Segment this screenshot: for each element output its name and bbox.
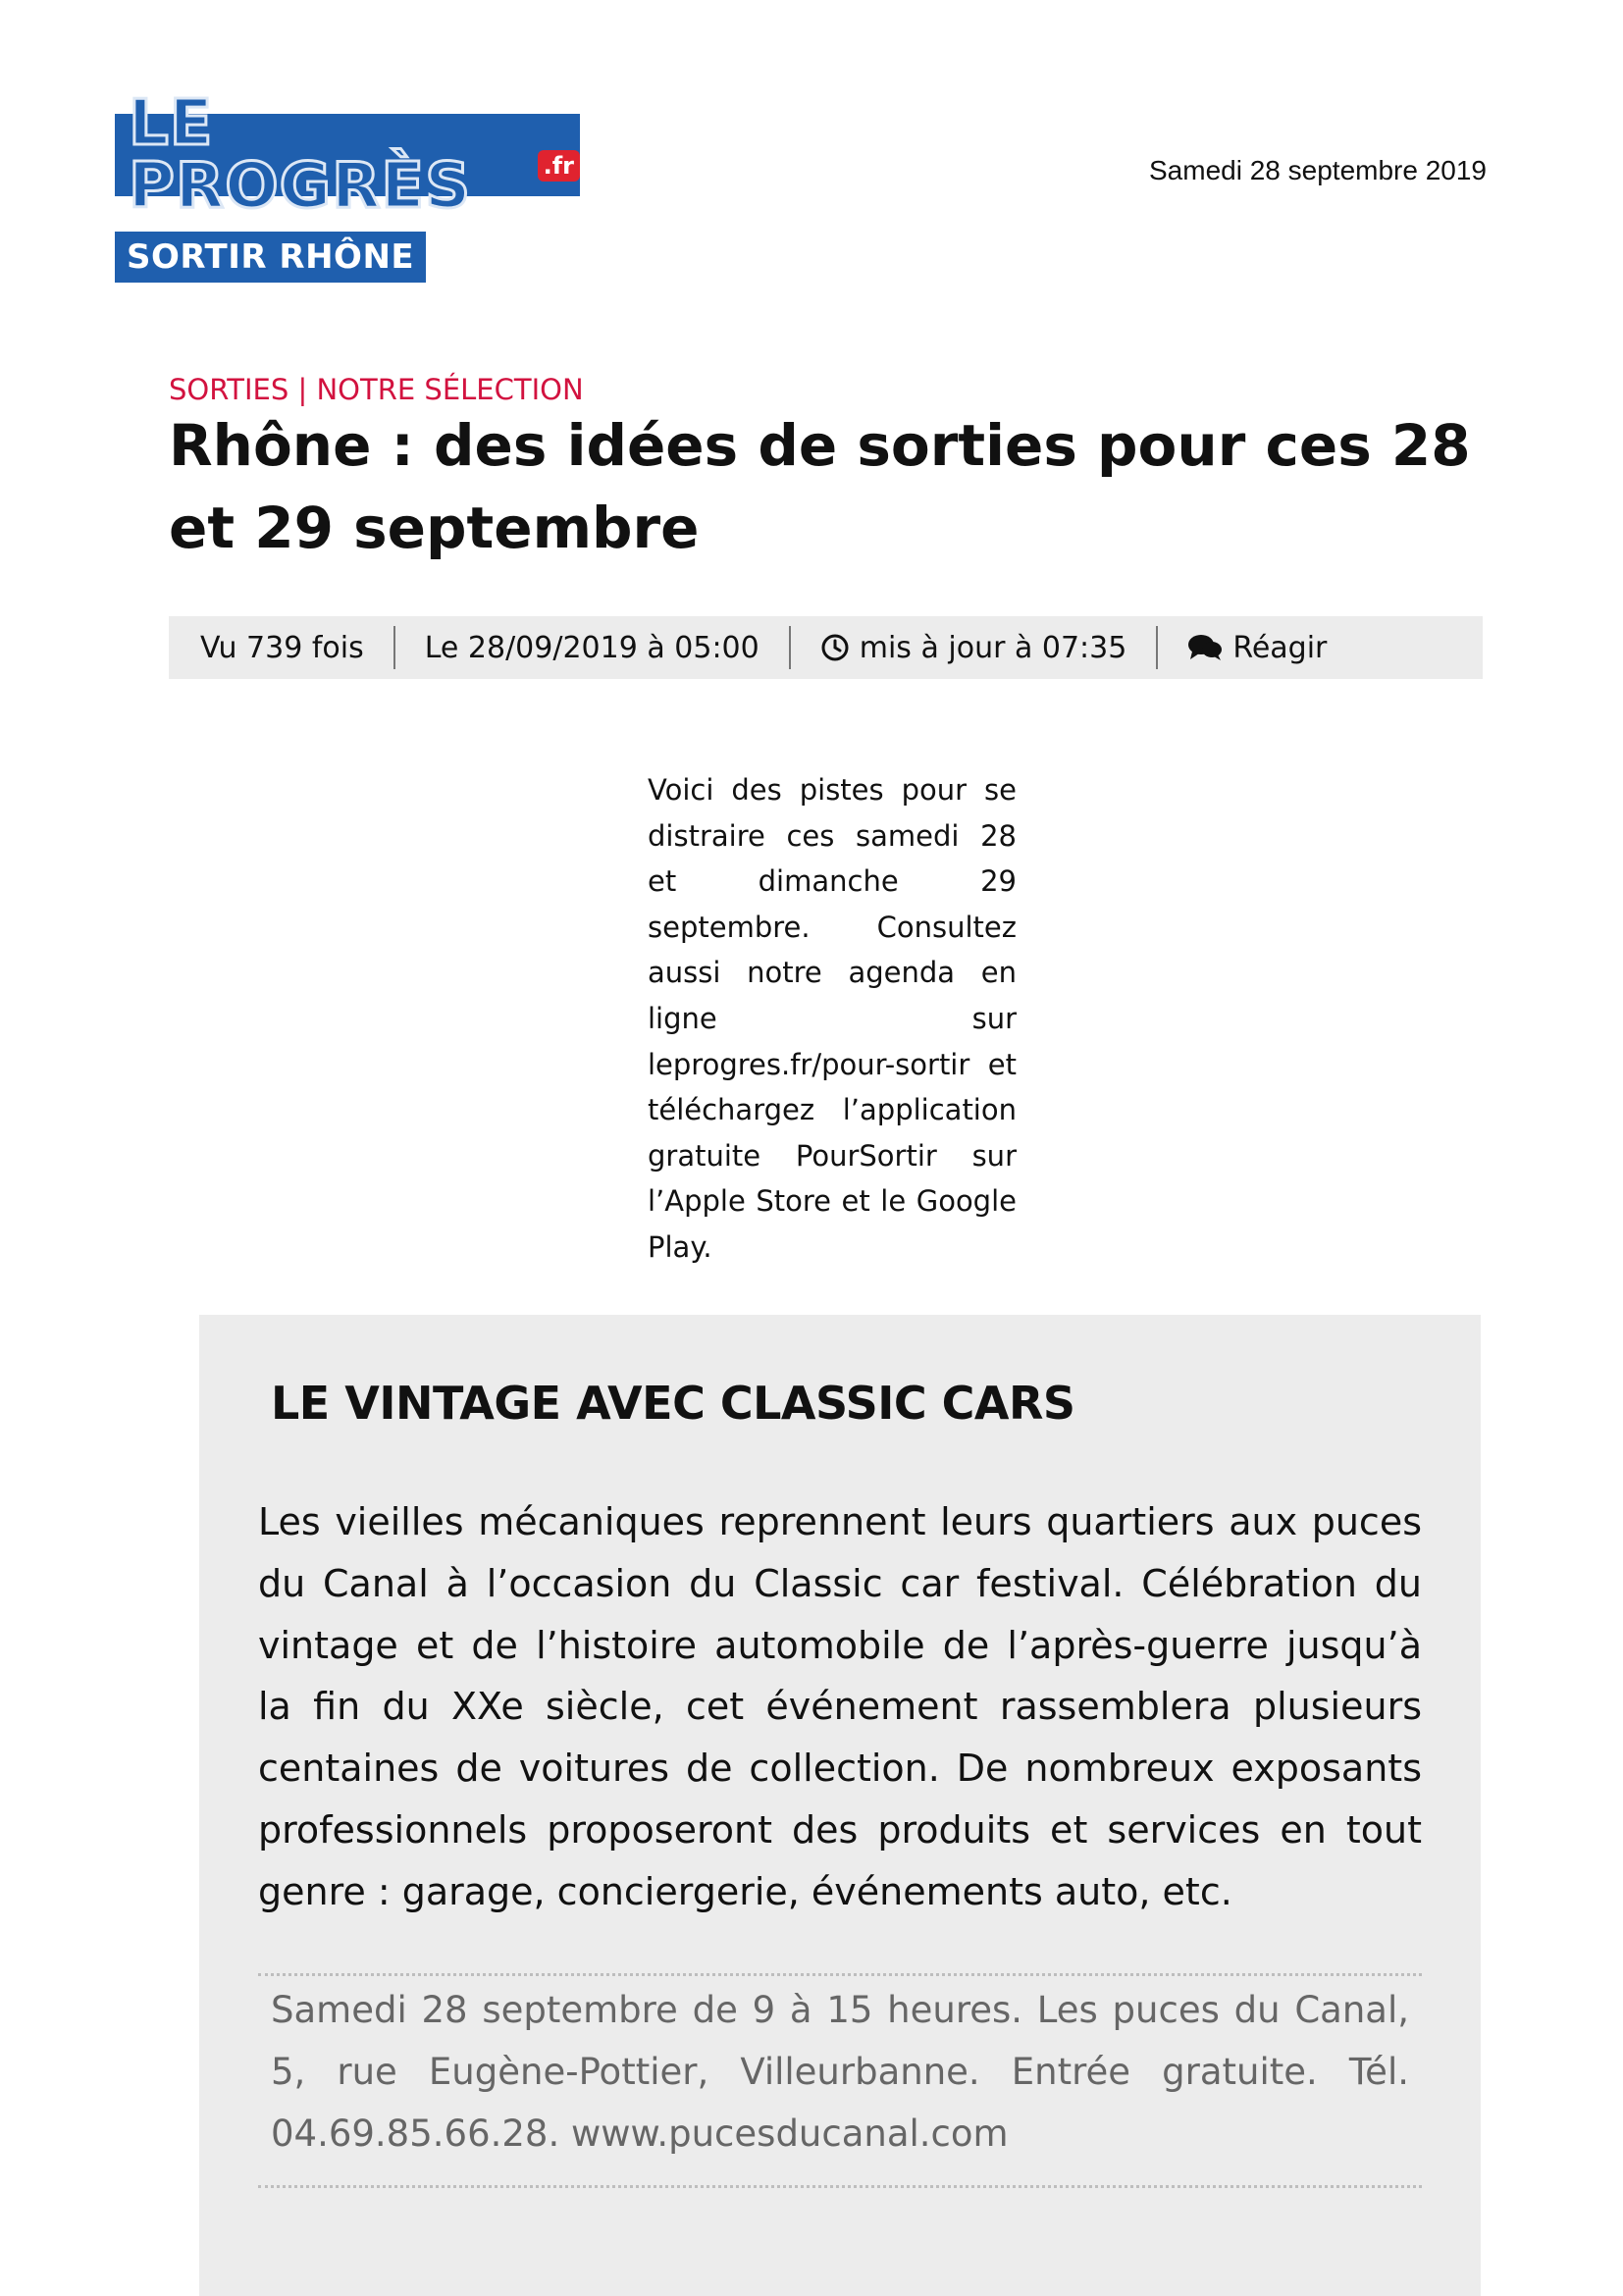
logo-text: LE PROGRÈS bbox=[129, 87, 472, 223]
updated-time-text: mis à jour à 07:35 bbox=[859, 630, 1127, 665]
article-intro: Voici des pistes pour se distraire ces samedi 28 et dimanche 29 septembre. Consultez aussi notre agenda en ligne sur leprogres.fr/pour-sortir et téléchargez l’application gratuite PourSortir sur l’Apple Store et le Google Play. bbox=[648, 773, 1017, 1264]
views-count: Vu 739 fois bbox=[200, 630, 364, 665]
clock-icon bbox=[820, 633, 850, 662]
article-meta-bar bbox=[169, 616, 1483, 679]
issue-date: Samedi 28 septembre 2019 bbox=[1149, 155, 1487, 185]
event-box bbox=[199, 1315, 1481, 2296]
react-label[interactable]: Réagir bbox=[1232, 630, 1328, 665]
article-kicker[interactable]: SORTIES | NOTRE SÉLECTION bbox=[169, 373, 584, 406]
event-practical-info: Samedi 28 septembre de 9 à 15 heures. Les puces du Canal, 5, rue Eugène-Pottier, Villeurbanne. Entrée gratuite. Tél. 04.69.85.66.28. www.pucesducanal.com bbox=[271, 1989, 1409, 2155]
logo-fr-badge: .fr bbox=[538, 150, 580, 182]
dotted-divider-bottom bbox=[258, 2185, 1422, 2188]
logo[interactable] bbox=[115, 87, 580, 223]
updated-time bbox=[791, 616, 1157, 679]
event-title: LE VINTAGE AVEC CLASSIC CARS bbox=[271, 1377, 1075, 1430]
section-label[interactable]: SORTIR RHÔNE bbox=[115, 232, 426, 283]
event-description: Les vieilles mécaniques reprennent leurs quartiers aux puces du Canal à l’occasion du Classic car festival. Célébration du vintage et de l’histoire automobile de l’après-guerre jusqu’à la fin du XXe siècle, cet événement rassemblera plusieurs centaines de voitures de collection. De nombreux exposants professionnels proposeront des produits et services en tout genre : garage, conciergerie, événements auto, etc. bbox=[258, 1500, 1422, 1913]
dotted-divider-top bbox=[258, 1973, 1422, 1976]
react-link[interactable] bbox=[1158, 616, 1356, 679]
comments-icon bbox=[1187, 633, 1223, 662]
article-title: Rhône : des idées de sorties pour ces 28 et 29 septembre bbox=[169, 412, 1471, 561]
published-date: Le 28/09/2019 à 05:00 bbox=[424, 630, 759, 665]
